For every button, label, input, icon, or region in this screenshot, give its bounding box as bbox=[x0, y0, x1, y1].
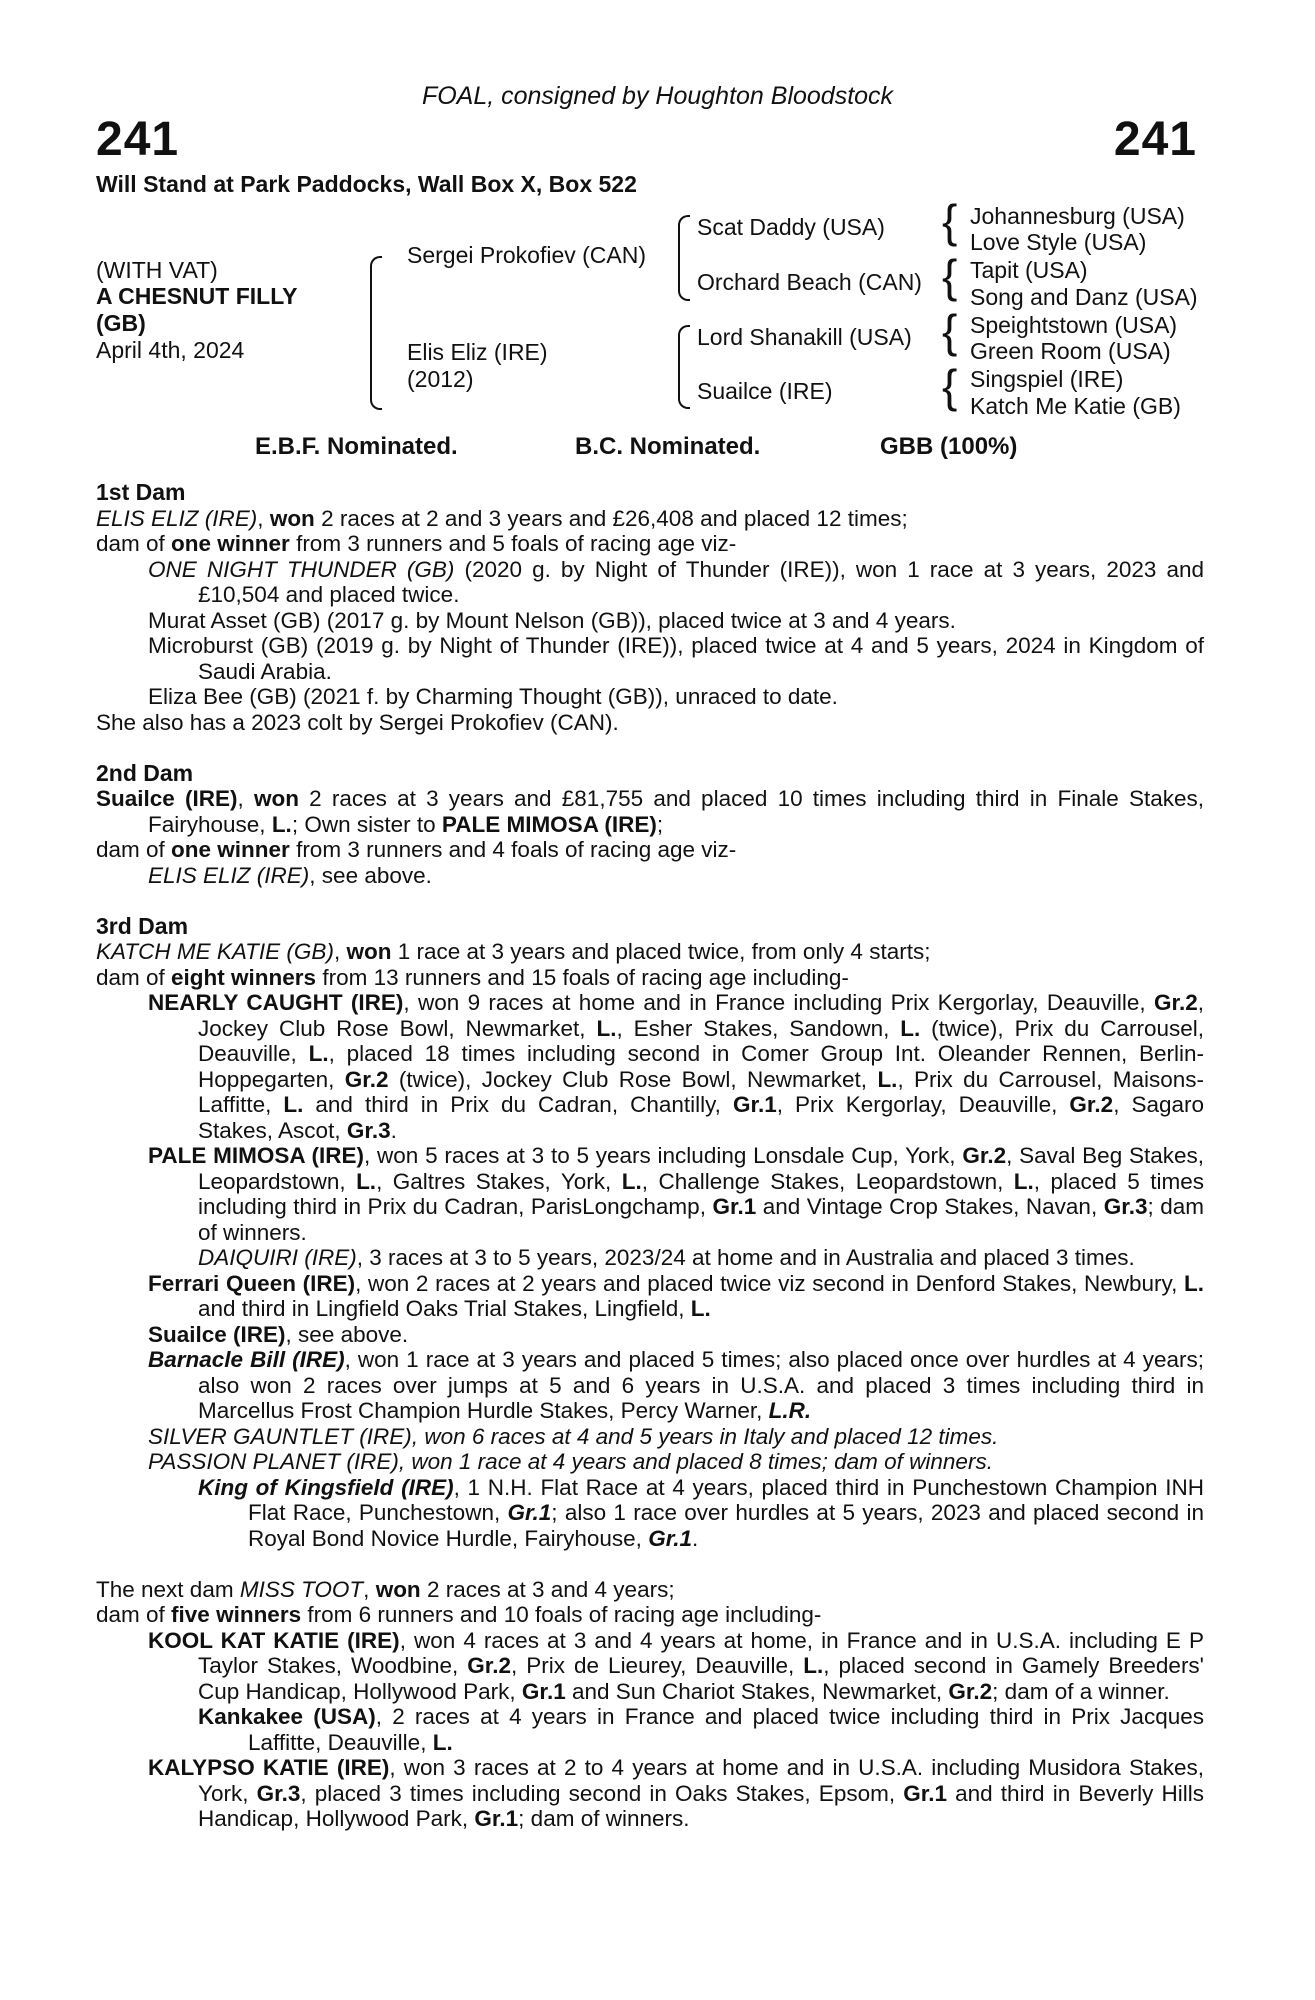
offspring-entry: KOOL KAT KATIE (IRE), won 4 races at 3 and 4 years at home, in France and in U.S.A. including E P Taylor Stakes, Woodbine, Gr.2, Prix de Lieurey, Deauville, L., placed second in Gamely Breeders' Cup Handicap, Hollywood Park, Gr.1 and Sun Chariot Stakes, Newmarket, Gr.2; dam of a winner. bbox=[148, 1627, 1204, 1704]
dam-dam: Suailce (IRE) bbox=[697, 378, 833, 404]
ggp-4: Song and Danz (USA) bbox=[970, 284, 1198, 310]
offspring-entry: Microburst (GB) (2019 g. by Night of Thunder (IRE)), placed twice at 4 and 5 years, 2024 in Kingdom of Saudi Arabia. bbox=[148, 633, 1204, 684]
lot-number-left: 241 bbox=[96, 113, 180, 166]
offspring-entry: Eliza Bee (GB) (2021 f. by Charming Thought (GB)), unraced to date. bbox=[148, 684, 838, 709]
produce-record bbox=[96, 480, 1204, 1832]
offspring-entry: Murat Asset (GB) (2017 g. by Mount Nelson (GB)), placed twice at 3 and 4 years. bbox=[148, 607, 956, 633]
bc-nomination: B.C. Nominated. bbox=[575, 433, 761, 460]
dam: Elis Eliz (IRE) bbox=[407, 339, 548, 365]
sire-brace bbox=[678, 215, 690, 301]
first-dam-heading: 1st Dam bbox=[96, 479, 186, 505]
stabling-location: Will Stand at Park Paddocks, Wall Box X, Box 522 bbox=[96, 171, 637, 197]
offspring-entry: SILVER GAUNTLET (IRE), won 6 races at 4 and 5 years in Italy and placed 12 times. bbox=[148, 1423, 999, 1449]
dam-sire: Lord Shanakill (USA) bbox=[697, 324, 912, 350]
ggp-3: Tapit (USA) bbox=[970, 257, 1088, 283]
dam-brace bbox=[678, 325, 690, 409]
sire: Sergei Prokofiev (CAN) bbox=[407, 242, 647, 268]
grand-offspring-entry: King of Kingsfield (IRE), 1 N.H. Flat Race at 4 years, placed third in Punchestown Champion INH Flat Race, Punchestown, Gr.1; also 1 race over hurdles at 5 years, 2023 and placed second in Royal Bond Novice Hurdle, Fairyhouse, Gr.1. bbox=[198, 1474, 1204, 1551]
sire-dam: Orchard Beach (CAN) bbox=[697, 269, 922, 295]
offspring-entry: ONE NIGHT THUNDER (GB) (2020 g. by Night of Thunder (IRE)), won 1 race at 3 years, 2023 and £10,504 and placed twice. bbox=[148, 556, 1204, 607]
offspring-entry: NEARLY CAUGHT (IRE), won 9 races at home and in France including Prix Kergorlay, Deauville, Gr.2, Jockey Club Rose Bowl, Newmarket, L., Esher Stakes, Sandown, L. (twice), Prix du Carrousel, Deauville, L., placed 18 times including second in Comer Group Int. Oleander Rennen, Berlin-Hoppegarten, Gr.2 (twice), Jockey Club Rose Bowl, Newmarket, L., Prix du Carrousel, Maisons-Laffitte, L. and third in Prix du Cadran, Chantilly, Gr.1, Prix Kergorlay, Deauville, Gr.2, Sagaro Stakes, Ascot, Gr.3. bbox=[148, 990, 1204, 1143]
grand-offspring-entry: Kankakee (USA), 2 races at 4 years in France and placed twice including third in Prix Jacques Laffitte, Deauville, L. bbox=[198, 1704, 1204, 1755]
second-dam-record: Suailce (IRE), won 2 races at 3 years and £81,755 and placed 10 times including third in Finale Stakes, Fairyhouse, L.; Own sister to PALE MIMOSA (IRE); bbox=[96, 786, 1204, 837]
offspring-entry: Barnacle Bill (IRE), won 1 race at 3 years and placed 5 times; also placed once over hurdles at 4 years; also won 2 races over jumps at 5 and 6 years in U.S.A. and placed 3 times including third in Marcellus Frost Champion Hurdle Stakes, Percy Warner, L.R. bbox=[148, 1347, 1204, 1423]
vat-label: (WITH VAT) bbox=[96, 257, 218, 283]
offspring-entry: Ferrari Queen (IRE), won 2 races at 2 years and placed twice viz second in Denford Stakes, Newbury, L. and third in Lingfield Oaks Trial Stakes, Lingfield, L. bbox=[148, 1270, 1204, 1321]
offspring-entry: Suailce (IRE), see above. bbox=[148, 1321, 409, 1347]
third-dam-record: KATCH ME KATIE (GB), won 1 race at 3 years and placed twice, from only 4 starts; bbox=[96, 939, 931, 964]
third-dam-produce-summary: dam of eight winners from 13 runners and 15 foals of racing age including- bbox=[96, 964, 849, 990]
ggp-brace-2: { bbox=[942, 250, 958, 302]
ebf-nomination: E.B.F. Nominated. bbox=[255, 433, 458, 460]
lot-number-right: 241 bbox=[1113, 113, 1197, 166]
next-dam-produce-summary: dam of five winners from 6 runners and 10 foals of racing age including- bbox=[96, 1602, 822, 1627]
first-dam-produce-summary: dam of one winner from 3 runners and 5 foals of racing age viz- bbox=[96, 531, 737, 556]
consignor-line: FOAL, consigned by Houghton Bloodstock bbox=[421, 82, 894, 110]
ggp-brace-4: { bbox=[942, 360, 958, 412]
ggp-6: Green Room (USA) bbox=[970, 338, 1171, 364]
foaling-date: April 4th, 2024 bbox=[96, 337, 245, 363]
next-dam-record: The next dam MISS TOOT, won 2 races at 3 and 4 years; bbox=[96, 1576, 675, 1602]
offspring-entry: PALE MIMOSA (IRE), won 5 races at 3 to 5 years including Lonsdale Cup, York, Gr.2, Saval Beg Stakes, Leopardstown, L., Galtres Stakes, York, L., Challenge Stakes, Leopardstown, L., placed 5 times including third in Prix du Cadran, ParisLongchamp, Gr.1 and Vintage Crop Stakes, Navan, Gr.3; dam of winners. bbox=[148, 1143, 1205, 1245]
offspring-entry: PASSION PLANET (IRE), won 1 race at 4 years and placed 8 times; dam of winners. bbox=[148, 1449, 993, 1474]
ggp-2: Love Style (USA) bbox=[970, 229, 1147, 255]
grand-offspring-entry: DAIQUIRI (IRE), 3 races at 3 to 5 years, 2023/24 at home and in Australia and placed 3 times. bbox=[198, 1245, 1135, 1270]
pedigree-brace-lower bbox=[370, 332, 382, 410]
gbb-status: GBB (100%) bbox=[880, 433, 1018, 460]
horse-country: (GB) bbox=[96, 310, 146, 336]
ggp-1: Johannesburg (USA) bbox=[970, 203, 1185, 229]
pedigree-brace-upper bbox=[370, 256, 382, 334]
sire-sire: Scat Daddy (USA) bbox=[697, 214, 885, 240]
dam-year: (2012) bbox=[407, 366, 474, 392]
ggp-brace-3: { bbox=[942, 305, 958, 357]
ggp-brace-1: { bbox=[942, 195, 958, 247]
offspring-entry: ELIS ELIZ (IRE), see above. bbox=[148, 862, 432, 888]
third-dam-heading: 3rd Dam bbox=[96, 912, 189, 939]
offspring-note: She also has a 2023 colt by Sergei Prokofiev (CAN). bbox=[96, 709, 619, 735]
offspring-entry: KALYPSO KATIE (IRE), won 3 races at 2 to 4 years at home and in U.S.A. including Musidora Stakes, York, Gr.3, placed 3 times including second in Oaks Stakes, Epsom, Gr.1 and third in Beverly Hills Handicap, Hollywood Park, Gr.1; dam of winners. bbox=[148, 1755, 1204, 1831]
ggp-8: Katch Me Katie (GB) bbox=[970, 393, 1181, 419]
ggp-7: Singspiel (IRE) bbox=[970, 366, 1124, 392]
first-dam-record: ELIS ELIZ (IRE), won 2 races at 2 and 3 years and £26,408 and placed 12 times; bbox=[96, 505, 908, 531]
ggp-5: Speightstown (USA) bbox=[970, 312, 1178, 338]
second-dam-produce-summary: dam of one winner from 3 runners and 4 foals of racing age viz- bbox=[96, 837, 737, 862]
second-dam-heading: 2nd Dam bbox=[96, 759, 194, 786]
horse-name: A CHESNUT FILLY bbox=[96, 283, 298, 309]
